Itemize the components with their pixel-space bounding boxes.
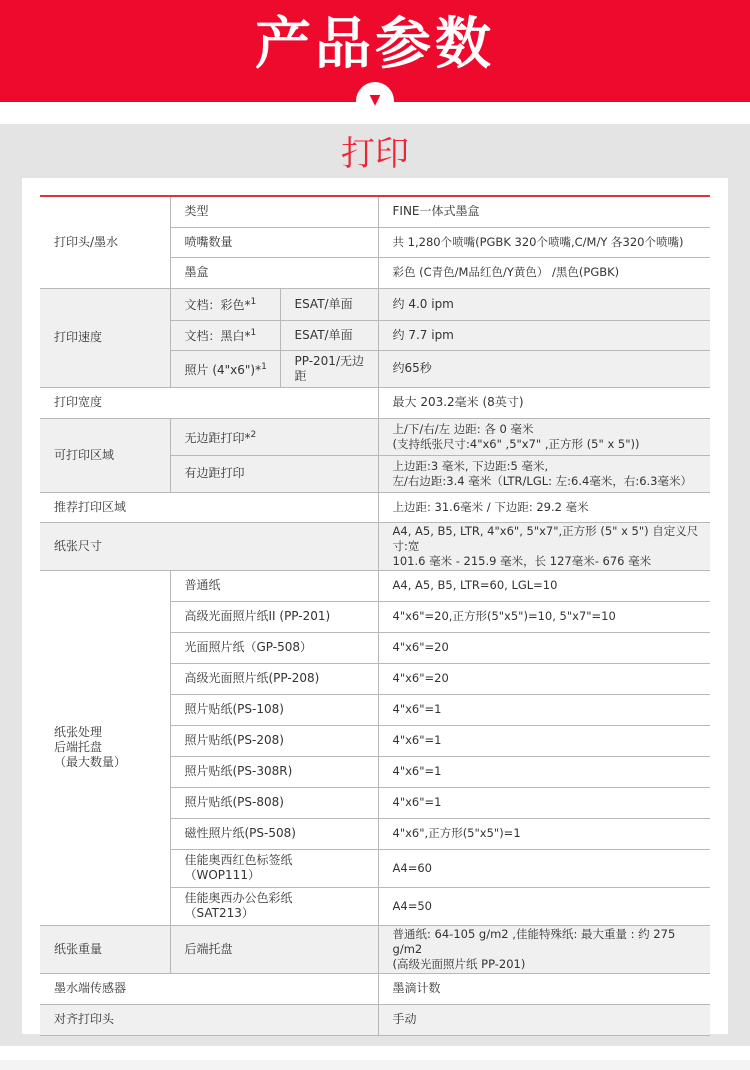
row-value-recommended-area: 上边距: 31.6毫米 / 下边距: 29.2 毫米 <box>378 492 710 522</box>
row-value-paper-weight: 普通纸: 64-105 g/m2 ,佳能特殊纸: 最大重量 : 约 275 g/m2 (高级光面照片纸 PP-201) <box>378 925 710 973</box>
group-printable-area: 可打印区域 <box>40 418 170 492</box>
row-label-paper-size: 纸张尺寸 <box>40 522 378 570</box>
media-capacity: 4"x6",正方形(5"x5")=1 <box>378 818 710 849</box>
media-capacity: A4=50 <box>378 887 710 925</box>
page-title: 产品参数 <box>255 12 495 77</box>
row-label-paper-weight: 纸张重量 <box>40 925 170 973</box>
media-capacity: A4=60 <box>378 849 710 887</box>
group-paper-handling: 纸张处理 后端托盘 （最大数量） <box>40 570 170 925</box>
row-value-nozzles: 共 1,280个喷嘴(PGBK 320个喷嘴,C/M/Y 各320个喷嘴) <box>378 227 710 257</box>
row-mode-speed-color: ESAT/单面 <box>280 288 378 320</box>
group-printhead: 打印头/墨水 <box>40 196 170 288</box>
spec-table <box>40 195 710 1036</box>
row-value-type: FINE一体式墨盒 <box>378 196 710 227</box>
row-value-borderless: 上/下/右/左 边距: 各 0 毫米 (支持纸张尺寸:4"x6" ,5"x7" ,正方形 (5" x 5")) <box>378 418 710 455</box>
row-value-speed-color: 约 4.0 ipm <box>378 288 710 320</box>
media-capacity: 4"x6"=1 <box>378 787 710 818</box>
media-capacity: 4"x6"=20 <box>378 632 710 663</box>
media-name: 高级光面照片纸II (PP-201) <box>170 601 378 632</box>
media-capacity: 4"x6"=20,正方形(5"x5")=10, 5"x7"=10 <box>378 601 710 632</box>
row-label-borderless: 无边距打印*$^2$ <box>170 418 378 455</box>
row-label-head-alignment: 对齐打印头 <box>40 1004 378 1035</box>
row-label-recommended-area: 推荐打印区域 <box>40 492 378 522</box>
row-label-ink-sensor: 墨水端传感器 <box>40 973 378 1004</box>
row-value-print-width: 最大 203.2毫米 (8英寸) <box>378 387 710 418</box>
row-label-type: 类型 <box>170 196 378 227</box>
row-mode-speed-photo: PP-201/无边距 <box>280 350 378 387</box>
group-print-speed: 打印速度 <box>40 288 170 387</box>
media-name: 照片贴纸(PS-108) <box>170 694 378 725</box>
media-name: 照片贴纸(PS-308R) <box>170 756 378 787</box>
media-name: 高级光面照片纸(PP-208) <box>170 663 378 694</box>
row-value-paper-size: A4, A5, B5, LTR, 4"x6", 5"x7",正方形 (5" x 5") 自定义尺寸:宽 101.6 毫米 - 215.9 毫米，长 127毫米- 676 毫米 <box>378 522 710 570</box>
section-title: 打印 <box>341 134 409 174</box>
row-value-speed-bw: 约 7.7 ipm <box>378 320 710 350</box>
media-capacity: A4, A5, B5, LTR=60, LGL=10 <box>378 570 710 601</box>
row-label-cartridge: 墨盒 <box>170 257 378 288</box>
media-capacity: 4"x6"=1 <box>378 694 710 725</box>
scroll-down-badge <box>356 82 394 120</box>
media-capacity: 4"x6"=20 <box>378 663 710 694</box>
media-name: 磁性照片纸(PS-508) <box>170 818 378 849</box>
row-mode-speed-bw: ESAT/单面 <box>280 320 378 350</box>
media-name: 佳能奥西办公色彩纸 （SAT213） <box>170 887 378 925</box>
media-name: 照片贴纸(PS-808) <box>170 787 378 818</box>
row-label-speed-photo: 照片 (4"x6")*$^1$ <box>170 350 280 387</box>
row-label-bordered: 有边距打印 <box>170 455 378 492</box>
row-value-speed-photo: 约65秒 <box>378 350 710 387</box>
media-name: 普通纸 <box>170 570 378 601</box>
row-value-bordered: 上边距:3 毫米, 下边距:5 毫米, 左/右边距:3.4 毫米（LTR/LGL: 左:6.4毫米，右:6.3毫米） <box>378 455 710 492</box>
row-label-speed-color: 文档：彩色*$^1$ <box>170 288 280 320</box>
media-name: 光面照片纸（GP-508） <box>170 632 378 663</box>
row-value-head-alignment: 手动 <box>378 1004 710 1035</box>
row-label-print-width: 打印宽度 <box>40 387 378 418</box>
media-name: 佳能奥西红色标签纸 （WOP111） <box>170 849 378 887</box>
row-label-speed-bw: 文档：黑白*$^1$ <box>170 320 280 350</box>
chevron-down-icon: ▼ <box>369 92 381 108</box>
footer-divider <box>0 1060 750 1070</box>
row-label-nozzles: 喷嘴数量 <box>170 227 378 257</box>
row-value-ink-sensor: 墨滴计数 <box>378 973 710 1004</box>
row-value-cartridge: 彩色 (C青色/M品红色/Y黄色） /黑色(PGBK) <box>378 257 710 288</box>
media-capacity: 4"x6"=1 <box>378 725 710 756</box>
media-capacity: 4"x6"=1 <box>378 756 710 787</box>
media-name: 照片贴纸(PS-208) <box>170 725 378 756</box>
row-sub-paper-weight: 后端托盘 <box>170 925 378 973</box>
